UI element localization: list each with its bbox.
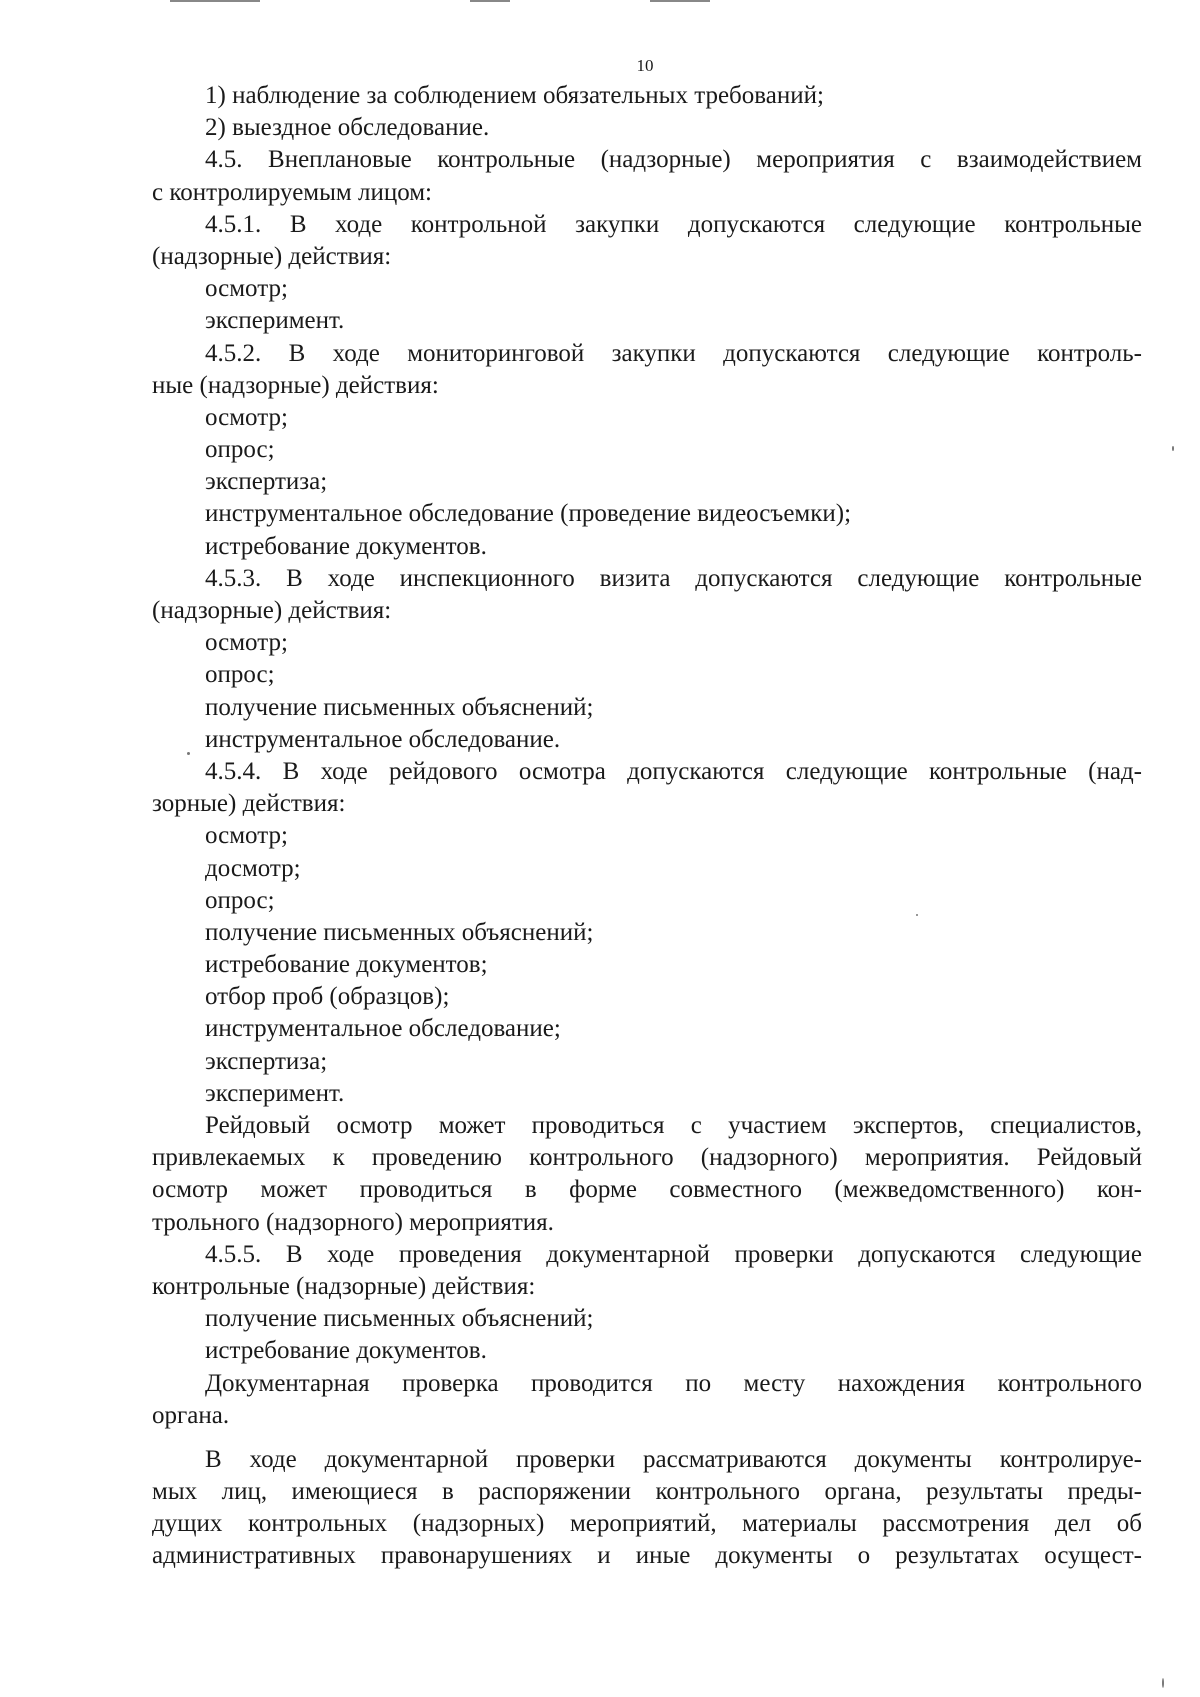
text-line: 4.5.4. В ходе рейдового осмотра допускаются следующие контрольные (над- xyxy=(205,757,1142,785)
text-line: осмотр; xyxy=(205,822,288,850)
text-line: Документарная проверка проводится по месту нахождения контрольного xyxy=(205,1369,1142,1397)
text-line: трольного (надзорного) мероприятия. xyxy=(152,1208,554,1236)
scan-speck xyxy=(916,914,918,916)
text-line: 4.5.3. В ходе инспекционного визита допускаются следующие контрольные xyxy=(205,564,1142,592)
text-line: 4.5. Внеплановые контрольные (надзорные) мероприятия с взаимодействием xyxy=(205,146,1142,174)
text-line: получение письменных объяснений; xyxy=(205,918,594,946)
text-line: истребование документов; xyxy=(205,951,488,979)
text-line: получение письменных объяснений; xyxy=(205,693,594,721)
page-number: 10 xyxy=(636,56,654,75)
text-line: экспертиза; xyxy=(205,1047,328,1075)
text-line: осмотр; xyxy=(205,403,288,431)
text-line: эксперимент. xyxy=(205,1079,345,1107)
text-line: осмотр может проводиться в форме совместного (межведомственного) кон- xyxy=(152,1176,1142,1204)
text-line: отбор проб (образцов); xyxy=(205,983,450,1011)
text-line: инструментальное обследование (проведение видеосъемки); xyxy=(205,500,852,528)
text-line: В ходе документарной проверки рассматриваются документы контролируе- xyxy=(205,1445,1142,1473)
text-line: зорные) действия: xyxy=(152,790,346,818)
text-line: осмотр; xyxy=(205,275,288,303)
text-line: мых лиц, имеющиеся в распоряжении контрольного органа, результаты преды- xyxy=(152,1478,1142,1506)
text-line: (надзорные) действия: xyxy=(152,597,392,624)
text-line: дущих контрольных (надзорных) мероприятий, материалы рассмотрения дел об xyxy=(152,1510,1142,1538)
text-line: (надзорные) действия: xyxy=(152,242,392,270)
text-line: административных правонарушениях и иные документы о результатах осущест- xyxy=(152,1542,1142,1570)
scan-speck xyxy=(1172,446,1174,451)
text-line: 4.5.5. В ходе проведения документарной проверки допускаются следующие xyxy=(205,1240,1142,1268)
text-line: опрос; xyxy=(205,436,275,464)
text-line: опрос; xyxy=(205,661,275,689)
text-line: 4.5.1. В ходе контрольной закупки допускаются следующие контрольные xyxy=(205,210,1142,238)
text-line: привлекаемых к проведению контрольного (надзорного) мероприятия. Рейдовый xyxy=(152,1144,1142,1172)
text-line: Рейдовый осмотр может проводиться с участием экспертов, специалистов, xyxy=(205,1112,1142,1139)
text-line: ные (надзорные) действия: xyxy=(152,371,439,399)
text-line: 2) выездное обследование. xyxy=(205,114,490,142)
top-edge-marks xyxy=(0,0,1200,6)
text-line: осмотр; xyxy=(205,629,288,657)
text-line: 4.5.2. В ходе мониторинговой закупки допускаются следующие контроль- xyxy=(205,339,1142,367)
text-line: досмотр; xyxy=(205,854,301,882)
text-line: инструментальное обследование. xyxy=(205,725,561,753)
text-line: эксперимент. xyxy=(205,307,345,335)
text-line: с контролируемым лицом: xyxy=(152,178,433,206)
text-line: инструментальное обследование; xyxy=(205,1015,561,1043)
text-line: опрос; xyxy=(205,886,275,914)
document-body xyxy=(152,80,1142,1573)
text-line: истребование документов. xyxy=(205,532,487,560)
scan-speck xyxy=(1162,1678,1164,1688)
scan-speck xyxy=(187,752,190,755)
text-line: контрольные (надзорные) действия: xyxy=(152,1272,536,1300)
text-line: получение письменных объяснений; xyxy=(205,1305,594,1333)
text-line: экспертиза; xyxy=(205,468,328,496)
text-line: органа. xyxy=(152,1401,230,1429)
text-line: истребование документов. xyxy=(205,1337,487,1365)
text-line: 1) наблюдение за соблюдением обязательных требований; xyxy=(205,82,824,109)
